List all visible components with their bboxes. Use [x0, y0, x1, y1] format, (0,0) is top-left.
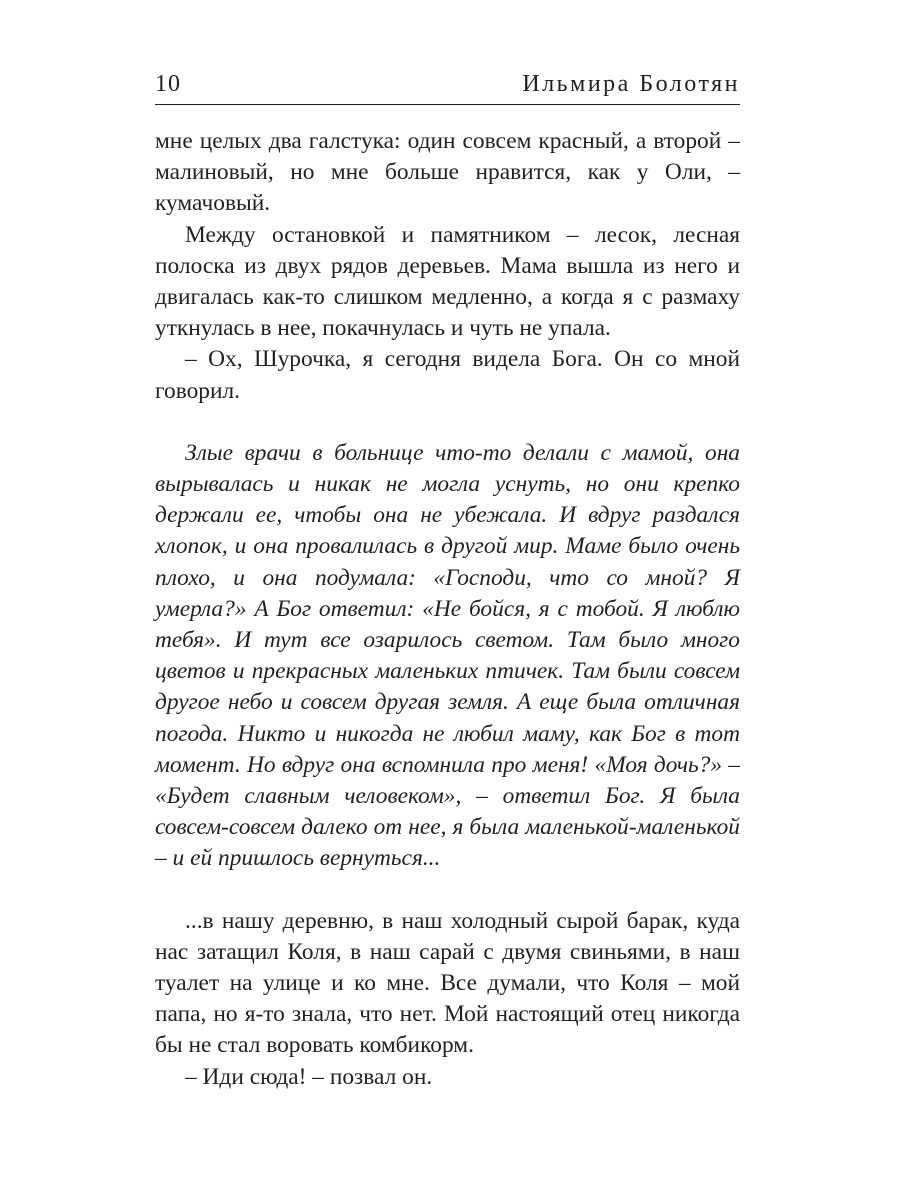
italic-paragraph: Злые врачи в больнице что-то делали с мамой, она вырывалась и никак не могла уснуть, но они крепко держали ее, чтобы она не убежала. И вдруг раздался хлопок, и она провалилась в другой мир. Маме было очень плохо, и она подумала: «Господи, что со мной? Я умерла?» А Бог ответил: «Не бойся, я с тобой. Я люблю тебя». И тут все озарилось светом. Там было много цветов и прекрасных маленьких птичек. Там были совсем другое небо и совсем другая земля. А еще была отличная погода. Никто и никогда не любил маму, как Бог в тот момент. Но вдруг она вспомнила про меня! «Моя дочь?» – «Будет славным человеком», – ответил Бог. Я была совсем-совсем далеко от нее, я была маленькой-маленькой – и ей пришлось вернуться...: [155, 439, 740, 872]
paragraph-continued: мне целых два галстука: один совсем красный, а второй – малиновый, но мне больше нравится, как у Оли, – кумачовый.: [155, 128, 740, 217]
book-page: [155, 0, 740, 1200]
body-text: [155, 126, 740, 1093]
running-head: [155, 68, 740, 100]
page-number: 10: [155, 71, 181, 97]
header-rule: [155, 104, 740, 105]
dialogue-paragraph: – Иди сюда! – позвал он.: [185, 1063, 433, 1090]
paragraph: Между остановкой и памятником – лесок, лесная полоска из двух рядов деревьев. Мама вышла из него и двигалась как-то слишком медленно, а когда я с размаху уткнулась в нее, покачнулась и чуть не упала.: [155, 221, 740, 342]
running-head-author: Ильмира Болотян: [522, 71, 740, 97]
paragraph: ...в нашу деревню, в наш холодный сырой барак, куда нас затащил Коля, в наш сарай с двумя свиньями, в наш туалет на улице и ко мне. Все думали, что Коля – мой папа, но я-то знала, что нет. Мой настоящий отец никогда бы не стал воровать комбикорм.: [155, 907, 740, 1059]
dialogue-paragraph: – Ох, Шурочка, я сегодня видела Бога. Он со мной говорил.: [155, 346, 740, 404]
